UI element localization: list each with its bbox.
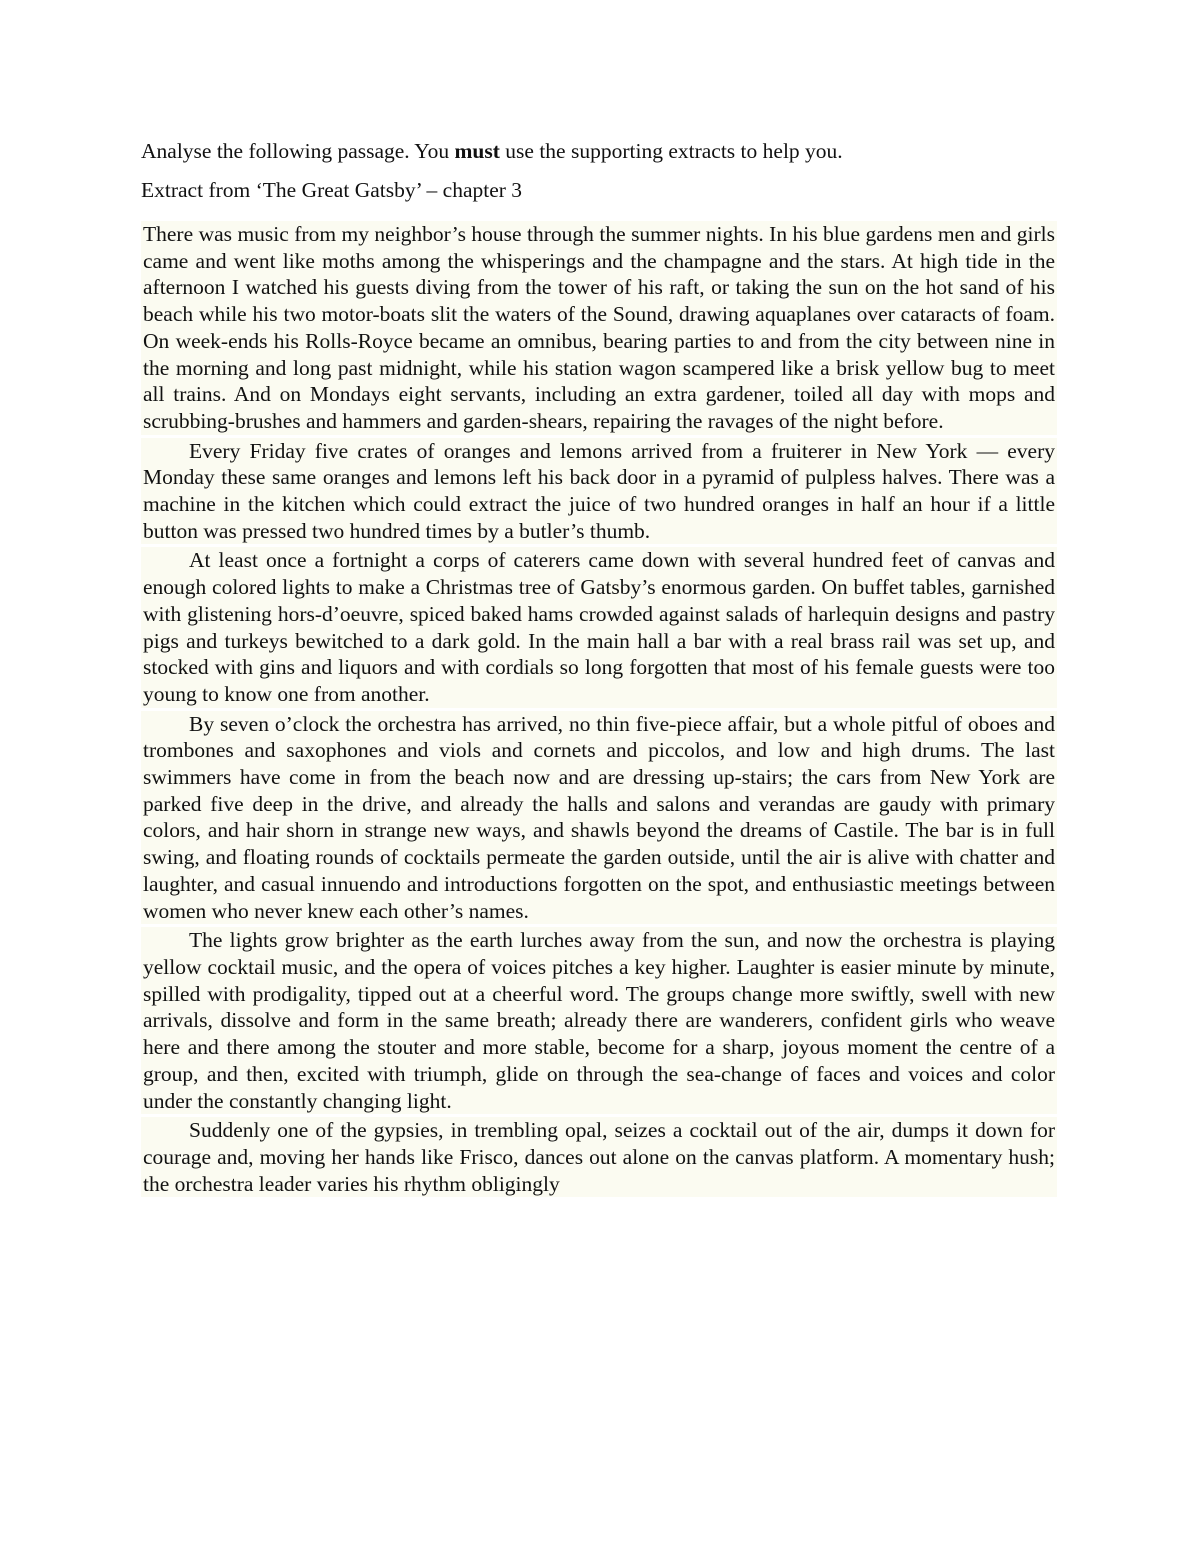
- passage-paragraph-1: There was music from my neighbor’s house through the summer nights. In his blue gardens men and girls came and went like moths among the whisperings and the champagne and the stars. At high tide in the afternoon I watched his guests diving from the tower of his raft, or taking the sun on the hot sand of his beach while his two motor-boats slit the waters of the Sound, drawing aquaplanes over cataracts of foam. On week-ends his Rolls-Royce became an omnibus, bearing parties to and from the city between nine in the morning and long past midnight, while his station wagon scampered like a brisk yellow bug to meet all trains. And on Mondays eight servants, including an extra gardener, toiled all day with mops and scrubbing-brushes and hammers and garden-shears, repairing the ravages of the night before.: [143, 222, 1055, 433]
- document-page: [141, 138, 1057, 1200]
- instruction-text-end: use the supporting extracts to help you.: [499, 139, 843, 163]
- passage-paragraph-6: Suddenly one of the gypsies, in trembling opal, seizes a cocktail out of the air, dumps it down for courage and, moving her hands like Frisco, dances out alone on the canvas platform. A momentary hush; the orchestra leader varies his rhythm obligingly: [143, 1118, 1055, 1196]
- passage-paragraph-4: By seven o’clock the orchestra has arrived, no thin five-piece affair, but a whole pitful of oboes and trombones and saxophones and viols and cornets and piccolos, and low and high drums. The last swimmers have come in from the beach now and are dressing up-stairs; the cars from New York are parked five deep in the drive, and already the halls and salons and verandas are gaudy with primary colors, and hair shorn in strange new ways, and shawls beyond the dreams of Castile. The bar is in full swing, and floating rounds of cocktails permeate the garden outside, until the air is alive with chatter and laughter, and casual innuendo and introductions forgotten on the spot, and enthusiastic meetings between women who never knew each other’s names.: [143, 711, 1055, 923]
- extract-heading: Extract from ‘The Great Gatsby’ – chapter 3: [141, 178, 523, 202]
- passage-paragraph-5: The lights grow brighter as the earth lurches away from the sun, and now the orchestra is playing yellow cocktail music, and the opera of voices pitches a key higher. Laughter is easier minute by minute, spilled with prodigality, tipped out at a cheerful word. The groups change more swiftly, swell with new arrivals, dissolve and form in the same breath; already there are wanderers, confident girls who weave here and there among the stouter and more stable, become for a sharp, joyous moment the centre of a group, and then, excited with triumph, glide on through the sea-change of faces and voices and color under the constantly changing light.: [143, 928, 1055, 1113]
- passage-paragraph-3: At least once a fortnight a corps of caterers came down with several hundred feet of canvas and enough colored lights to make a Christmas tree of Gatsby’s enormous garden. On buffet tables, garnished with glistening hors-d’oeuvre, spiced baked hams crowded against salads of harlequin designs and pastry pigs and turkeys bewitched to a dark gold. In the main hall a bar with a real brass rail was set up, and stocked with gins and liquors and with cordials so long forgotten that most of his female guests were too young to know one from another.: [143, 548, 1055, 706]
- instruction-line: [141, 138, 1057, 165]
- instruction-emphasis: must: [454, 139, 500, 163]
- passage-paragraph-2: Every Friday five crates of oranges and lemons arrived from a fruiterer in New York — every Monday these same oranges and lemons left his back door in a pyramid of pulpless halves. There was a machine in the kitchen which could extract the juice of two hundred oranges in half an hour if a little button was pressed two hundred times by a butler’s thumb.: [143, 438, 1055, 543]
- instruction-text-start: Analyse the following passage. You: [141, 139, 455, 163]
- extract-passage: [141, 221, 1057, 1197]
